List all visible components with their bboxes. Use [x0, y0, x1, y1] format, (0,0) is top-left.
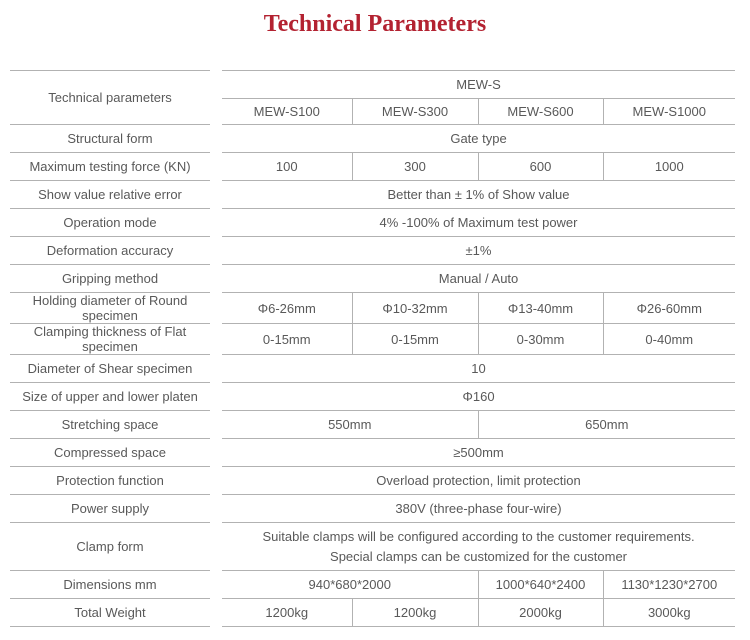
value-cell: 0-15mm: [352, 324, 478, 355]
value-cell: 100: [222, 153, 352, 181]
table-row-power-supply: [10, 495, 735, 523]
value-cell: 10: [222, 355, 735, 383]
table-row-total-weight: [10, 599, 735, 627]
table-row-structural-form: [10, 125, 735, 153]
series-header-cell: MEW-S: [222, 71, 735, 99]
row-label: Diameter of Shear specimen: [10, 355, 210, 383]
column-gap: [210, 495, 222, 523]
value-cell: 1000*640*2400: [478, 571, 603, 599]
value-cell: Φ10-32mm: [352, 293, 478, 324]
table-row-clamp-form: [10, 523, 735, 571]
column-gap: [210, 324, 222, 355]
value-cell: 2000kg: [478, 599, 603, 627]
column-gap: [210, 383, 222, 411]
table-row-holding-diameter: [10, 293, 735, 324]
value-cell: 1200kg: [222, 599, 352, 627]
row-label: Size of upper and lower platen: [10, 383, 210, 411]
value-cell: Gate type: [222, 125, 735, 153]
column-gap: [210, 599, 222, 627]
table-row-gripping-method: [10, 265, 735, 293]
row-label: Gripping method: [10, 265, 210, 293]
row-label: Maximum testing force (KN): [10, 153, 210, 181]
model-cell: MEW-S600: [478, 99, 603, 125]
value-cell: Φ13-40mm: [478, 293, 603, 324]
row-label: Stretching space: [10, 411, 210, 439]
value-cell: Overload protection, limit protection: [222, 467, 735, 495]
value-cell: 600: [478, 153, 603, 181]
model-cell: MEW-S100: [222, 99, 352, 125]
table-row-operation-mode: [10, 209, 735, 237]
column-gap: [210, 523, 222, 571]
row-label: Deformation accuracy: [10, 237, 210, 265]
value-cell: Better than ± 1% of Show value: [222, 181, 735, 209]
table-row-dimensions: [10, 571, 735, 599]
value-cell: 0-15mm: [222, 324, 352, 355]
value-cell: Manual / Auto: [222, 265, 735, 293]
value-cell: 650mm: [478, 411, 735, 439]
row-label: Structural form: [10, 125, 210, 153]
clamp-form-line-1: Suitable clamps will be configured according to the customer requirements.: [262, 528, 695, 544]
model-cell: MEW-S1000: [603, 99, 735, 125]
value-cell: 380V (three-phase four-wire): [222, 495, 735, 523]
row-label: Clamp form: [10, 523, 210, 571]
column-gap: [210, 71, 222, 125]
value-cell: [222, 523, 735, 571]
row-label: Clamping thickness of Flat specimen: [10, 324, 210, 355]
value-cell: ≥500mm: [222, 439, 735, 467]
table-row-shear-diameter: [10, 355, 735, 383]
value-cell: 300: [352, 153, 478, 181]
column-gap: [210, 467, 222, 495]
value-cell: Φ26-60mm: [603, 293, 735, 324]
value-cell: 0-40mm: [603, 324, 735, 355]
value-cell: 4% -100% of Maximum test power: [222, 209, 735, 237]
table-row-series-header: [10, 71, 735, 99]
table-row-protection-function: [10, 467, 735, 495]
value-cell: 550mm: [222, 411, 478, 439]
row-label: Operation mode: [10, 209, 210, 237]
value-cell: Φ6-26mm: [222, 293, 352, 324]
row-label-technical-parameters: Technical parameters: [10, 71, 210, 125]
column-gap: [210, 439, 222, 467]
clamp-form-line-2: Special clamps can be customized for the customer: [330, 548, 627, 564]
value-cell: 940*680*2000: [222, 571, 478, 599]
value-cell: 3000kg: [603, 599, 735, 627]
column-gap: [210, 293, 222, 324]
table-row-platen-size: [10, 383, 735, 411]
row-label: Show value relative error: [10, 181, 210, 209]
table-row-stretching-space: [10, 411, 735, 439]
model-cell: MEW-S300: [352, 99, 478, 125]
value-cell: 1130*1230*2700: [603, 571, 735, 599]
value-cell: Φ160: [222, 383, 735, 411]
column-gap: [210, 153, 222, 181]
column-gap: [210, 237, 222, 265]
table-row-clamping-thickness: [10, 324, 735, 355]
column-gap: [210, 571, 222, 599]
value-cell: 0-30mm: [478, 324, 603, 355]
row-label: Total Weight: [10, 599, 210, 627]
column-gap: [210, 181, 222, 209]
column-gap: [210, 209, 222, 237]
table-row-max-testing-force: [10, 153, 735, 181]
column-gap: [210, 411, 222, 439]
row-label: Holding diameter of Round specimen: [10, 293, 210, 324]
table-row-show-value-error: [10, 181, 735, 209]
table-row-deformation-accuracy: [10, 237, 735, 265]
column-gap: [210, 125, 222, 153]
row-label: Power supply: [10, 495, 210, 523]
technical-parameters-table: [10, 70, 735, 627]
value-cell: ±1%: [222, 237, 735, 265]
table-row-compressed-space: [10, 439, 735, 467]
row-label: Dimensions mm: [10, 571, 210, 599]
column-gap: [210, 355, 222, 383]
column-gap: [210, 265, 222, 293]
page-title: Technical Parameters: [263, 11, 487, 37]
row-label: Protection function: [10, 467, 210, 495]
value-cell: 1000: [603, 153, 735, 181]
row-label: Compressed space: [10, 439, 210, 467]
value-cell: 1200kg: [352, 599, 478, 627]
